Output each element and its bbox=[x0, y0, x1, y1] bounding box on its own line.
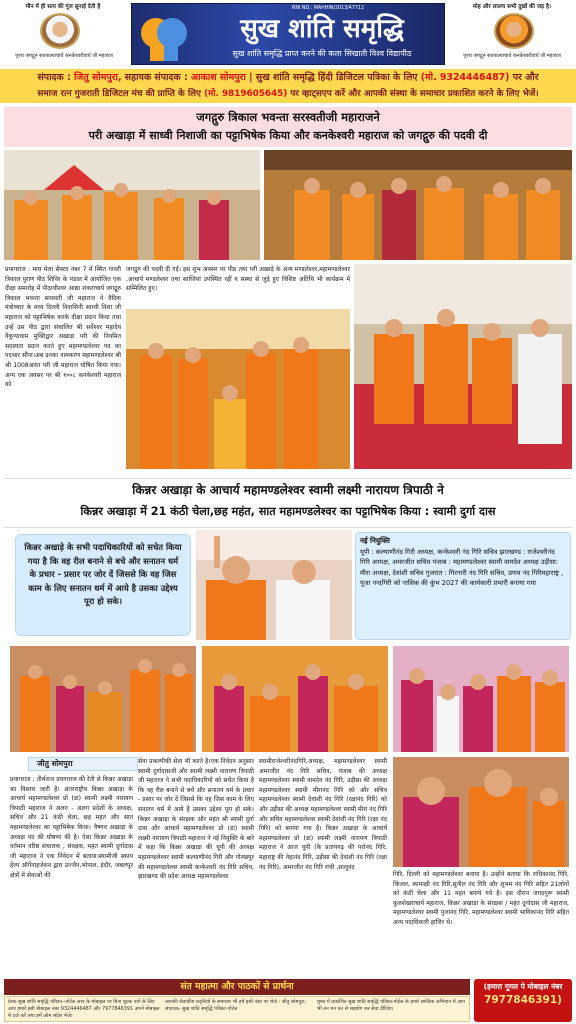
footer-banner: संत महात्मा और पाठकों से प्रार्थना bbox=[4, 979, 470, 995]
right-guru-portrait bbox=[494, 13, 534, 49]
story1-headline-2: परी अखाड़ा में साध्वी निशाजी का पट्टाभिषेक किया और कनकेश्वरी महाराज को जगद्गुरु की पदवी दी bbox=[88, 129, 488, 142]
phone-1: (मो. 9324446487) bbox=[420, 72, 510, 83]
story2-headline-1: किन्नर अखाड़ा के आचार्य महामण्डलेश्वर स्वामी लक्ष्मी नारायण त्रिपाठी ने bbox=[132, 483, 444, 497]
story1-headline-1: जगद्गुरु त्रिकाल भवन्ता सरस्वतीजी महाराजने bbox=[196, 110, 380, 124]
editor-line-1 bbox=[0, 70, 576, 86]
story2-quote-box: किन्नर अखाड़े के सभी पदाधिकारियों को सचेत किया गया है कि वह रील बनाने से बचे और सनातन धर्म के प्रचार - प्रसार पर जोर दें जिससे कि वह जिस काम के लिए सनातन धर्म में आये है उसका उद्देश्य पूरा हो सके। bbox=[15, 534, 191, 636]
story2-col-3: स्वामीराजेश्वरीनंदगिरि,अध्यक्ष, महामण्डलेश्वर स्वामी अमरजीत नंद गिरि सचिव, पंजाब की अध्यक्ष महामण्डलेश्वर स्वामी वामदेव नंद गिरि, उड़ीसा की अध्यक्ष महामण्डलेश्वर स्वामी मीरानंद गिरि को और सचिव महामण्डलेश्वर स्वामी देवांशी नंद गिरि (रक्षानंद गिरि) को और उड़ीसा की अध्यक्ष महामण्डलेश्वर स्वामी मीरा नंद गिरि और सचिव महामण्डलेश्वर स्वामी देवांशी नंद गिरि (रक्षा नंद गिरि) को बनाया गया है। किन्नर अखाड़ा के आचार्य महामण्डलेश्वर प्रो (डा) स्वामी लक्ष्मी नारायण त्रिपाठी महाराज ने आज यूपी (के प्रतापगढ़ की परोनंद गिरि, महाराष्ट्र की नेहानंद गिरि, उड़ीसा की देवांशी नंद गिरि (रक्षा नंद गिरि), अमरजीत नंद गिरि रांची ,सालूनंद bbox=[259, 758, 387, 871]
mobile-number: 7977846391) bbox=[484, 994, 562, 1006]
meditation-head-icon bbox=[136, 9, 192, 63]
story1-col-1: प्रयागराज : माघ मेला सेक्टर नंबर 7 में स्थित गावरी त्रिकाल पुराण पीठ शिविर के पंडाल में आयोजित एक दीक्षा समारोह में पीठाधीश्वर आद्या शंकराचार्य जगद्गुरु त्रिकाल भवन्ता सरस्वती जी महाराज ने वैदिक मंत्रोच्चार के मध्य दिल्ली निवासिनी साध्वी निशा जी महाराज को पट्टाभिषेक करके दीक्षा प्रदान किया तथा उन्हें उस पीठ द्वारा संचालित श्री सर्वेश्वर महादेव वैकुण्ठधाम मुक्तिद्वार अखाड़ा परी की नियमित सदस्यता प्रदान करते हुए महामण्डलेश्वर पद का पदभार सौंपा।अब उनका नामकरण महामण्डलेश्वर श्री श्री 1008अनंत परी जी महाराज घोषित किया गया। अन्य एक अवसर पर श्री १००८ कनकेश्वरी महाराज को bbox=[5, 266, 121, 389]
left-caption: पूज्य जगद्गुरु सतपाल्याचार्य कनकेश्वरीवार्य जी महाराज bbox=[15, 53, 113, 59]
editor-line-1-end: पर और bbox=[512, 72, 539, 83]
reg-number: RNI NO.: MAHHIN/2013/47712 bbox=[292, 6, 365, 11]
story2-photo-main bbox=[196, 530, 352, 640]
title-banner bbox=[131, 3, 445, 65]
editor-label: संपादक : bbox=[37, 72, 71, 83]
newspaper-subtitle: सुख शांति समृद्धि प्राप्त करने की कला सिखाती विश्व विद्यापीठ bbox=[232, 49, 412, 58]
footer-col-2: आपकी सेवाकीय प्रवृत्तियों के समाचार भी हमें इसी नंबर पर भेजे : जीतु सोमपुरा, संपादक- सुख शांति समृद्धि पत्रिका-पोर्टल bbox=[165, 999, 307, 1013]
footer-col-1: प्रेरक सुख शांति समृद्धि पत्रिका--पोर्टल आप के मोबाइल पर बिना शुल्क पाने के लिए आप हमारे इसी मोबाइल नंबर 9324446487 और 7977846391 अपने मोबाइल में दर्ज करें तथा हमें ओम संदेश भेजें। bbox=[8, 999, 160, 1020]
right-quote: मोह और लालच सभी दुखों की जड़ है। bbox=[472, 4, 552, 10]
left-quote: मौन में ही सत्य की गूंज सुनाई देती है bbox=[25, 4, 101, 10]
masthead bbox=[0, 0, 576, 68]
story2-photo-5 bbox=[393, 757, 569, 867]
story1-col-2: जगद्गुरु की पदवी दी गई। इस शुभ अवसर पर पीठ तथा परी अखाड़े के अन्य मण्डलेश्वर,महामण्डलेश्वर ,आचार्य मण्डलेश्वर तथा साध्वियां उपस्थित रहीं व संस्था से जुड़े हुए विशिष्ट अतिथि भी कार्यक्रम में सम्मिलित हुए। bbox=[126, 266, 350, 293]
story2-photo-3 bbox=[202, 646, 388, 752]
assistant-editor-label: सहायक संपादक : bbox=[124, 72, 188, 83]
right-caption: पूज्य जगद्गुरु सतपाल्याचार्य कनकेश्वरीवार्य जी महाराज bbox=[463, 53, 561, 59]
appointments-box bbox=[355, 532, 571, 640]
story2-headline-2: किन्नर अखाड़ा में 21 कंठी चेला,छह महंत, सात महामण्डलेश्वर का पट्टाभिषेक किया : स्वामी दुर्गा दास bbox=[80, 505, 496, 518]
newspaper-title: सुख शांति समृद्धि bbox=[240, 14, 404, 44]
mobile-label: (हमारा गूगल पे मोबाइल नंबर bbox=[483, 982, 563, 991]
story2-photo-2 bbox=[10, 646, 196, 752]
assistant-editor-name: आकाश सोमपुरा bbox=[190, 72, 246, 83]
editor-name: जितु सोमपुरा, bbox=[74, 72, 122, 83]
magazine-line: | सुख शांति समृद्धि हिंदी डिजिटल पत्रिका के लिए bbox=[249, 72, 418, 83]
phone-2: (मो. 9819605645) bbox=[204, 89, 288, 99]
mobile-box bbox=[474, 979, 572, 1022]
story2-col-2: सेवा प्रकल्पीकी सेवा भी करते है।एक निवेदन अनुसार स्वामी दुर्गादासजी और स्वामी लक्ष्मी नारायण त्रिपाठी जी महाराज ने सभी पदाधिकारियों को सचेत किया है कि वह रील बनाने से बचें और सनातन धर्म के प्रचार - प्रसार पर जोर दें जिससे कि वह जिस काम के लिए सनातन धर्म में आये है उसका उद्देश्य पूरा हो सके।किन्नर अखाड़ा के संरक्षक और महंत श्री स्वामी दुर्गा दास और आचार्य महामण्डलेश्वर प्रो (डा) स्वामी लक्ष्मी नारायण त्रिपाठी महाराज ने नई नियुक्ति के बारे में कहा कि किन्नर अखाड़ा की यूपी की अध्यक्ष महामण्डलेश्वर स्वामी कल्याणीनंद गिरी और गोरखपुर की महामण्डलेश्वर स्वामी कन्केश्वरी नंद गिरि सचिव, झारखण्ड की प्रदेश अध्यक्ष महामण्डलेश्वर bbox=[138, 758, 254, 881]
left-guru-portrait bbox=[40, 13, 80, 49]
editor-bar bbox=[0, 69, 576, 103]
gujarati-forum-line: समाज रत्न गुजराती डिजिटल मंच की प्राप्ति के लिए bbox=[37, 89, 201, 99]
footer-cols bbox=[4, 996, 470, 1022]
editor-line-2 bbox=[0, 86, 576, 102]
story2-photo-4 bbox=[393, 646, 569, 752]
story1-photo-1 bbox=[4, 150, 260, 260]
story2-headline-box bbox=[4, 478, 572, 528]
story1-photo-2 bbox=[264, 150, 572, 260]
story2-col-4: गिरि, दिल्ली को महामण्डलेश्वर बनाया है। उन्होंने बताया कि राधिकानंद गिरि, किंजल, कामाक्षी नंद गिरि,सुनील नंद गिरि और शुभम नंद गिरि सहित 21लोगों को कंठी चेला और 11 महंत बनाये गये है। इस दौरान जगदगुरू स्वामी कुलशेखराचार्य महाराज, किन्नर अखाड़ा के संरक्षक / महंत दुर्गादास जी महाराज, महामण्डलेश्वर स्वामी पुजानंद गिरि, महामण्डलेश्वर स्वामी भाविकानंद गिरि सहित अन्य पदाधिकारी हाजिर थे। bbox=[393, 871, 569, 926]
story2-col-1: प्रयागराज : तीर्थराज प्रयागराज की रेती से किन्नर अखाड़ा का विस्तार जारी है। अंतरराष्ट्रीय किन्नर अखाड़ा के आचार्य महामण्डलेश्वर प्रो (डा) स्वामी लक्ष्मी नारायण त्रिपाठी महाराज ने अलग - अलग प्रदेशों के अध्यक्ष, सचिव और 21 कंठी चेला, छह महंत और सात महामण्डलेश्वर का पट्टाभिषेक किया। वैष्णव अखाड़ा के अध्यक्ष पद की घोषणा की है। ऐसा किन्नर अखाड़ा के वर्तमान वरिष्ठ संचालक , संरक्षक, महंत स्वामी दुर्गादास जी महाराज ने एक निवेदन में बताया।स्वामीजी स्काय हेल्प ऑर्गेनाइजेशन द्वारा उज्जैन,भोपाल, इंदौर, जबलपुर क्षेत्रों में सेवाओं की bbox=[10, 776, 133, 879]
story2-byline: जीतु सोमपुरा bbox=[28, 757, 138, 771]
story1-photo-3 bbox=[126, 309, 350, 469]
footer-col-3: मुफ्त में प्रकाशित सुख शांति समृद्धि पत्रिका-पोर्टल के हमारे सात्विक अभियान में आप भी तन मन धन से सहयोग कर सेवा दीजिए। bbox=[317, 999, 465, 1013]
whatsapp-line: पर व्हाट्सएप करें और आपकी संस्था के समाचार प्रकाशित करने के लिए भेजें। bbox=[290, 89, 539, 99]
story1-headline-box bbox=[4, 107, 572, 147]
appointments-title: नई नियुक्ति bbox=[360, 536, 390, 545]
appointments-text: यूपी : कल्याणीनंद गिरी अध्यक्ष, कन्केश्वरी नंद गिरि सचिव झारखण्ड : राजेश्वरीनंद गिरि अध्यक्ष, अमरजीत सचिव पंजाब : महामण्डलेश्वर स्वामी वामदेव अध्यक्ष उड़ीसा: मीरा अध्यक्ष, देवांशी सचिव गुजरात : गिरनारी नंद गिरि सचिव, प्रणव नंद गिरिमहाराष्ट्र , पूजा नन्दगिरी को नासिक की कुंभ 2027 की कार्यकारी प्रभारी बनाया गया bbox=[360, 547, 564, 588]
story1-photo-4 bbox=[354, 264, 572, 469]
